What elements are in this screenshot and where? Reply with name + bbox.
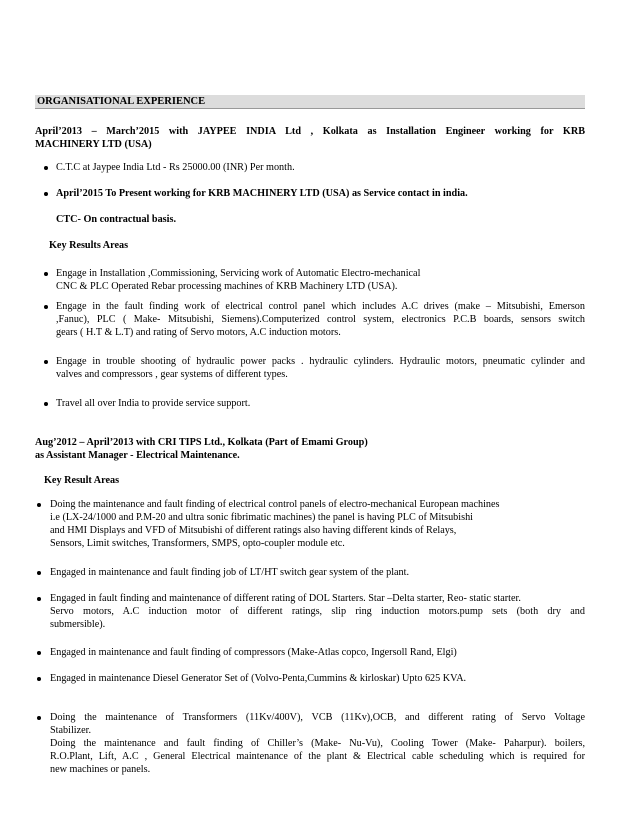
job1-heading-line2: MACHINERY LTD (USA) (35, 139, 152, 150)
bullet-icon (37, 571, 41, 575)
job1-kra-title: Key Results Areas (49, 240, 129, 251)
bullet-icon (44, 402, 48, 406)
bullet-icon (37, 677, 41, 681)
bullet-icon (37, 716, 41, 720)
bullet-icon (44, 272, 48, 276)
job1-present: April’2015 To Present working for KRB MACHINERY LTD (USA) as Service contact in india. (56, 188, 468, 199)
job2-item-2: Engaged in maintenance and fault finding job of LT/HT switch gear system of the plant. (50, 567, 410, 578)
bullet-icon (44, 305, 48, 309)
job2-item-1: Doing the maintenance and fault finding of electrical control panels of electro-mechanical European machines i.e (LX-24/1000 and P.M-20 and ultra sonic fibrimatic machines) the panel is having PLC of Mitsubishi and HMI Displays and VFD of Mitsubishi of different ratings also having different kinds of Relays, Sensors, Limit switches, Transformers, SMPS, opto-coupler module etc. (50, 499, 500, 549)
job2-kra-title: Key Result Areas (44, 475, 120, 486)
bullet-icon (37, 597, 41, 601)
job1-item-1: Engage in Installation ,Commissioning, Servicing work of Automatic Electro-mechanical CNC & PLC Operated Rebar processing machines of KRB Machinery LTD (USA). (56, 268, 421, 292)
job1-ctc: C.T.C at Jaypee India Ltd - Rs 25000.00 (INR) Per month. (56, 162, 295, 173)
job1-item-4: Travel all over India to provide service support. (56, 398, 251, 409)
bullet-icon (44, 192, 48, 196)
bullet-icon (37, 503, 41, 507)
job1-item-3: Engage in trouble shooting of hydraulic power packs . hydraulic cylinders. Hydraulic motors, pneumatic cylinder and valves and compressors , gear systems of different types. (56, 356, 585, 380)
job2-item-6: Doing the maintenance of Transformers (11Kv/400V), VCB (11Kv),OCB, and different rating of Servo Voltage Stabilizer. Doing the maintenance and fault finding of Chiller’s (Make- Nu-Vu), Cooling Tower (Make- Paharpur). boilers, R.O.Plant, Lift, A.C , General Electrical maintenance of the plant & Electrical cable scheduling which is required for new machines or panels. (50, 712, 585, 775)
job2-item-3: Engaged in fault finding and maintenance of different rating of DOL Starters. Star –Delta starter, Reo- static starter. Servo motors, A.C induction motor of different ratings, slip ring induction motors.pump sets (both dry and submersible). (50, 593, 585, 630)
job1-contract: CTC- On contractual basis. (56, 214, 176, 225)
job2-heading-line2: as Assistant Manager - Electrical Maintenance. (35, 450, 240, 461)
job2-heading-line1: Aug’2012 – April’2013 with CRI TIPS Ltd., Kolkata (Part of Emami Group) (35, 437, 368, 448)
job1-heading-line1: April’2013 – March’2015 with JAYPEE INDIA Ltd , Kolkata as Installation Engineer working for KRB (35, 126, 585, 137)
job1-item-2: Engage in the fault finding work of electrical control panel which includes A.C drives (make – Mitsubishi, Emerson ,Fanuc), PLC ( Make- Mitsubishi, Siemens).Computerized control system, electronics P.C.B boards, sensors switch gears ( H.T & L.T) and rating of Servo motors, A.C induction motors. (56, 301, 585, 338)
job2-item-5: Engaged in maintenance Diesel Generator Set of (Volvo-Penta,Cummins & kirloskar) Upto 625 KVA. (50, 673, 467, 684)
bullet-icon (44, 360, 48, 364)
bullet-icon (44, 166, 48, 170)
bullet-icon (37, 651, 41, 655)
job2-item-4: Engaged in maintenance and fault finding of compressors (Make-Atlas copco, Ingersoll Rand, Elgi) (50, 647, 457, 658)
section-header-organisational-experience: ORGANISATIONAL EXPERIENCE (35, 95, 585, 109)
